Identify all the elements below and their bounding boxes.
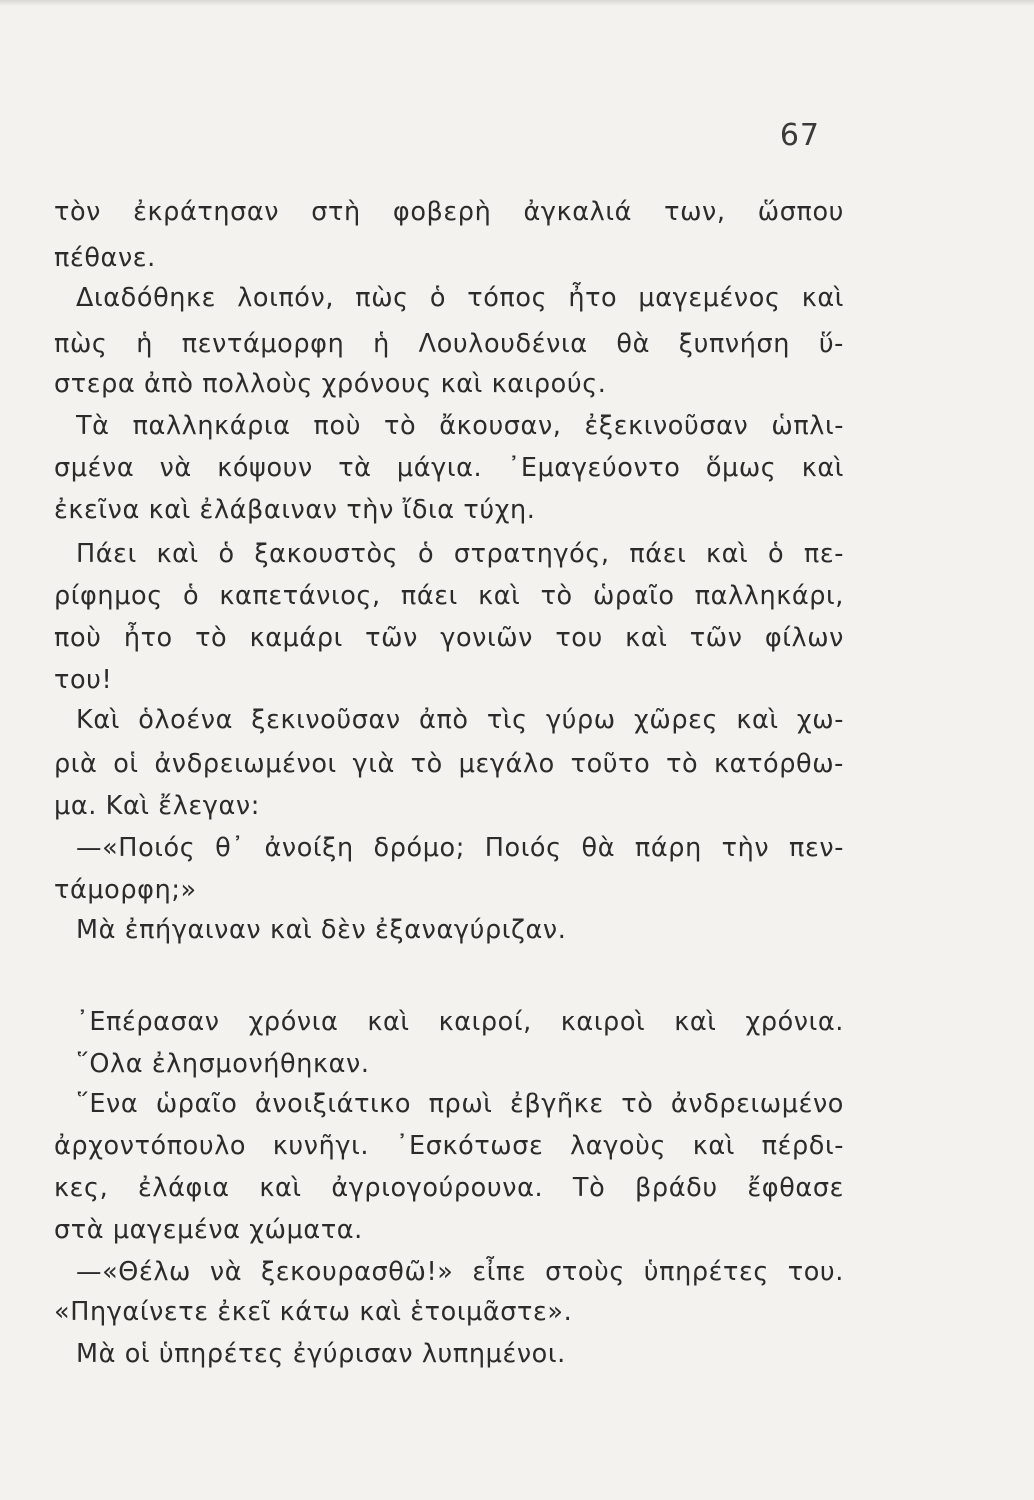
text-line: πὼς ἡ πεντάμορφη ἡ Λουλουδένια θὰ ξυπνήση ὕ- xyxy=(54,329,844,359)
text-line: Μὰ ἐπήγαιναν καὶ δὲν ἐξαναγύριζαν. xyxy=(76,915,567,945)
text-line: ἀρχοντόπουλο κυνῆγι. ᾿Εσκότωσε λαγοὺς καὶ πέρδι- xyxy=(54,1131,844,1161)
text-line: τάμορφη;» xyxy=(54,875,197,905)
page-number: 67 xyxy=(779,118,820,153)
text-line: σμένα νὰ κόψουν τὰ μάγια. ᾿Εμαγεύοντο ὅμως καὶ xyxy=(54,453,844,483)
text-line: στὰ μαγεμένα χώματα. xyxy=(54,1215,363,1245)
text-line: κες, ἐλάφια καὶ ἀγριογούρουνα. Τὸ βράδυ ἔφθασε xyxy=(54,1173,844,1203)
text-line: ρίφημος ὁ καπετάνιος, πάει καὶ τὸ ὡραῖο παλληκάρι, xyxy=(54,581,844,611)
text-line: πέθανε. xyxy=(54,243,156,273)
text-line: —«Ποιός θ᾿ ἀνοίξη δρόμο; Ποιός θὰ πάρη τὴν πεν- xyxy=(76,833,844,863)
text-line: στερα ἀπὸ πολλοὺς χρόνους καὶ καιρούς. xyxy=(54,369,607,399)
text-line: «Πηγαίνετε ἐκεῖ κάτω καὶ ἑτοιμᾶστε». xyxy=(54,1297,573,1327)
text-line: μα. Καὶ ἔλεγαν: xyxy=(54,791,260,821)
text-line: ποὺ ἦτο τὸ καμάρι τῶν γονιῶν του καὶ τῶν φίλων xyxy=(54,623,844,653)
text-line: Τὰ παλληκάρια ποὺ τὸ ἄκουσαν, ἐξεκινοῦσαν ὡπλι- xyxy=(76,411,844,441)
text-line: —«Θέλω νὰ ξεκουρασθῶ!» εἶπε στοὺς ὑπηρέτες του. xyxy=(76,1257,844,1287)
text-line: ᾿Επέρασαν χρόνια καὶ καιροί, καιροὶ καὶ χρόνια. xyxy=(76,1007,844,1037)
text-line: Καὶ ὁλοένα ξεκινοῦσαν ἀπὸ τὶς γύρω χῶρες καὶ χω- xyxy=(76,705,844,735)
text-line: ῞Ενα ὡραῖο ἀνοιξιάτικο πρωὶ ἐβγῆκε τὸ ἀνδρειωμένο xyxy=(76,1089,844,1119)
text-line: τὸν ἐκράτησαν στὴ φοβερὴ ἀγκαλιά των, ὥσπου xyxy=(54,197,844,227)
page-top-edge xyxy=(0,0,1034,6)
text-line: Διαδόθηκε λοιπόν, πὼς ὁ τόπος ἦτο μαγεμένος καὶ xyxy=(76,283,844,313)
text-line: ριὰ οἱ ἀνδρειωμένοι γιὰ τὸ μεγάλο τοῦτο τὸ κατόρθω- xyxy=(54,749,844,779)
text-line: Μὰ οἱ ὑπηρέτες ἐγύρισαν λυπημένοι. xyxy=(76,1339,566,1369)
text-line: ἐκεῖνα καὶ ἐλάβαιναν τὴν ἴδια τύχη. xyxy=(54,495,536,525)
text-line: του! xyxy=(54,665,113,695)
text-line: ῞Ολα ἐλησμονήθηκαν. xyxy=(76,1049,370,1079)
text-line: Πάει καὶ ὁ ξακουστὸς ὁ στρατηγός, πάει καὶ ὁ πε- xyxy=(76,539,844,569)
